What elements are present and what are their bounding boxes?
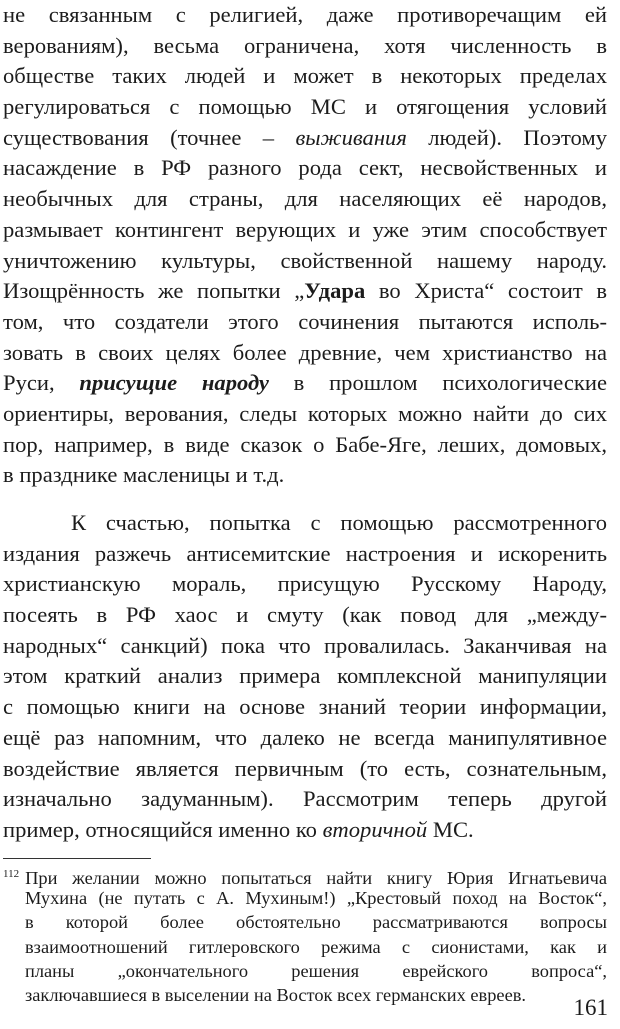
text-line <box>3 123 607 154</box>
paragraph-2 <box>3 508 607 846</box>
text-line: пор, например, в виде сказок о Бабе-Яге, леших, домовых, <box>3 431 607 457</box>
text-run: существования (точнее – <box>3 124 296 150</box>
paragraph-1 <box>3 0 607 491</box>
bold-italic-phrase: присущие народу <box>79 370 269 396</box>
text-line <box>3 368 607 399</box>
footnote-line: Мухина (не путать с А. Мухиным!) „Крестовый поход на Восток“, <box>25 888 607 909</box>
text-line: народных“ санкций) пока что провалилась. Заканчивая на <box>3 632 607 658</box>
text-line: с помощью книги на основе знаний теории информации, <box>3 694 607 720</box>
text-line: посеять в РФ хаос и смуту (как повод для „между- <box>3 602 607 628</box>
text-line: уничтожению культуры, свойственной нашему народу. <box>3 247 607 273</box>
text-line: изначально задуманным). Рассмотрим теперь другой <box>3 786 607 812</box>
text-run: Руси, <box>3 370 80 396</box>
text-line: зовать в своих целях более древние, чем христианство на <box>3 339 607 365</box>
text-line: ещё раз напомним, что далеко не всегда манипулятивное <box>3 724 607 750</box>
footnote-line: в которой более обстоятельно рассматриваются вопросы <box>25 912 607 933</box>
text-line: К счастью, попытка с помощью рассмотренного <box>71 510 607 535</box>
text-run: пример, относящийся именно ко <box>3 816 323 842</box>
footnote <box>3 862 607 1007</box>
text-line: необычных для страны, для населяющих её народов, <box>3 186 607 212</box>
text-run: При желании можно попытаться найти книгу Юрия Игнатьевича <box>25 868 607 888</box>
text-line: том, что создатели этого сочинения пытаются исполь- <box>3 308 607 334</box>
footnote-number: 112 <box>3 868 20 880</box>
text-line <box>3 815 607 846</box>
footnote-separator <box>3 858 151 859</box>
text-line: размывает контингент верующих и уже этим способствует <box>3 216 607 242</box>
text-line: насаждение в РФ разного рода сект, несвойственных и <box>3 155 607 181</box>
text-line: регулироваться с помощью МС и отягощения условий <box>3 94 607 120</box>
text-run: Изощрённость же попытки „ <box>3 278 305 304</box>
text-line: верованиям), весьма ограничена, хотя численность в <box>3 32 607 58</box>
italic-word: выживания <box>295 124 407 150</box>
footnote-line: заключавшиеся в выселении на Восток всех германских евреев. <box>25 984 527 1005</box>
footnote-line <box>3 862 607 886</box>
text-line: издания разжечь антисемитские настроения и искоренить <box>3 540 607 566</box>
text-line: не связанным с религией, даже противоречащим ей <box>3 2 607 27</box>
bold-word: Удара <box>304 278 366 304</box>
text-line <box>3 276 607 307</box>
text-line: в празднике масленицы и т.д. <box>3 462 285 488</box>
text-run: в прошлом психологические <box>268 370 607 396</box>
text-line: ориентиры, верования, следы которых можно найти до сих <box>3 400 607 426</box>
text-run: во Христа“ состоит в <box>365 278 607 304</box>
text-line: обществе таких людей и может в некоторых пределах <box>3 63 607 89</box>
text-line: христианскую мораль, присущую Русскому Народу, <box>3 571 607 597</box>
page-number: 161 <box>573 995 608 1020</box>
text-run: людей). Поэтому <box>406 124 608 150</box>
text-line: воздействие является первичным (то есть, сознательным, <box>3 755 607 781</box>
text-line: этом краткий анализ примера комплексной манипуляции <box>3 663 607 689</box>
footnote-line: взаимоотношений гитлеровского режима с сионистами, как и <box>25 936 607 957</box>
text-run: МС. <box>427 816 474 842</box>
footnote-line: планы „окончательного решения еврейского вопроса“, <box>25 960 607 981</box>
italic-word: вторичной <box>322 816 428 842</box>
